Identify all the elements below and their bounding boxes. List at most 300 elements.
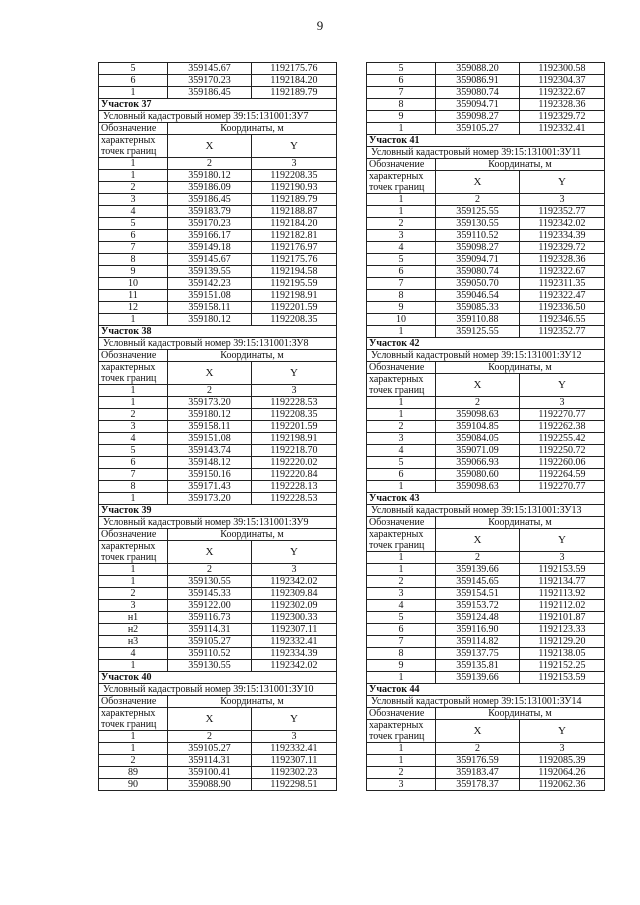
y-coordinate-cell: 1192309.84	[252, 588, 337, 600]
left-coordinates-table	[98, 62, 337, 791]
point-id-cell: 1	[99, 493, 168, 505]
table-row	[367, 469, 605, 481]
point-id-cell: 6	[367, 75, 436, 87]
table-row	[99, 409, 337, 421]
table-row	[99, 743, 337, 755]
x-coordinate-cell: 359130.55	[436, 218, 520, 230]
y-coordinate-cell: 1192201.59	[252, 302, 337, 314]
column-number-row	[99, 564, 337, 576]
cadastral-number-row	[367, 147, 605, 159]
table-row	[367, 75, 605, 87]
x-coordinate-cell: 359098.27	[436, 242, 520, 254]
table-row	[367, 636, 605, 648]
column-number: 3	[520, 743, 605, 755]
table-row	[367, 755, 605, 767]
column-number: 3	[252, 564, 337, 576]
point-id-cell: 1	[99, 660, 168, 672]
table-row	[367, 242, 605, 254]
x-coordinate-cell: 359158.11	[168, 302, 252, 314]
x-coordinate-cell: 359130.55	[168, 576, 252, 588]
y-coordinate-cell: 1192346.55	[520, 314, 605, 326]
y-header: Y	[520, 529, 605, 552]
y-coordinate-cell: 1192322.67	[520, 266, 605, 278]
y-coordinate-cell: 1192342.02	[252, 576, 337, 588]
header-row	[367, 159, 605, 171]
x-coordinate-cell: 359186.45	[168, 194, 252, 206]
y-coordinate-cell: 1192138.05	[520, 648, 605, 660]
point-id-cell: 7	[367, 87, 436, 99]
point-id-cell: 1	[367, 564, 436, 576]
section-title-row	[99, 505, 337, 517]
char-points-header: характерных точек границ	[99, 708, 168, 731]
section-title: Участок 44	[367, 684, 605, 696]
point-id-cell: 89	[99, 767, 168, 779]
point-id-cell: 7	[367, 278, 436, 290]
y-coordinate-cell: 1192175.76	[252, 63, 337, 75]
x-coordinate-cell: 359080.74	[436, 87, 520, 99]
column-number: 3	[252, 731, 337, 743]
table-row	[99, 600, 337, 612]
y-coordinate-cell: 1192228.53	[252, 397, 337, 409]
header-row	[367, 374, 605, 397]
table-row	[367, 588, 605, 600]
y-coordinate-cell: 1192302.09	[252, 600, 337, 612]
y-coordinate-cell: 1192322.67	[520, 87, 605, 99]
x-coordinate-cell: 359114.82	[436, 636, 520, 648]
x-coordinate-cell: 359105.27	[436, 123, 520, 135]
point-id-cell: 9	[367, 302, 436, 314]
char-points-header: характерных точек границ	[367, 529, 436, 552]
table-row	[99, 278, 337, 290]
x-coordinate-cell: 359170.23	[168, 75, 252, 87]
table-row	[367, 779, 605, 791]
point-id-cell: 7	[99, 469, 168, 481]
table-row	[99, 493, 337, 505]
section-title: Участок 37	[99, 99, 337, 111]
point-id-cell: 2	[367, 767, 436, 779]
table-row	[99, 481, 337, 493]
y-coordinate-cell: 1192101.87	[520, 612, 605, 624]
x-coordinate-cell: 359150.16	[168, 469, 252, 481]
x-coordinate-cell: 359148.12	[168, 457, 252, 469]
y-coordinate-cell: 1192328.36	[520, 254, 605, 266]
table-row	[99, 588, 337, 600]
header-row	[367, 171, 605, 194]
table-row	[367, 87, 605, 99]
char-points-header: характерных точек границ	[99, 362, 168, 385]
table-row	[367, 648, 605, 660]
y-coordinate-cell: 1192328.36	[520, 99, 605, 111]
x-coordinate-cell: 359130.55	[168, 660, 252, 672]
table-row	[99, 290, 337, 302]
y-coordinate-cell: 1192176.97	[252, 242, 337, 254]
table-row	[99, 182, 337, 194]
point-id-cell: 5	[99, 218, 168, 230]
header-row	[99, 135, 337, 158]
header-row	[99, 529, 337, 541]
x-coordinate-cell: 359180.12	[168, 170, 252, 182]
y-coordinate-cell: 1192228.53	[252, 493, 337, 505]
x-coordinate-cell: 359151.08	[168, 433, 252, 445]
table-row	[99, 433, 337, 445]
point-id-cell: 6	[99, 457, 168, 469]
x-coordinate-cell: 359145.33	[168, 588, 252, 600]
y-coordinate-cell: 1192220.84	[252, 469, 337, 481]
x-coordinate-cell: 359176.59	[436, 755, 520, 767]
x-coordinate-cell: 359046.54	[436, 290, 520, 302]
point-id-cell: н1	[99, 612, 168, 624]
y-coordinate-cell: 1192264.59	[520, 469, 605, 481]
point-id-cell: 4	[367, 445, 436, 457]
table-row	[99, 302, 337, 314]
table-row	[367, 63, 605, 75]
x-coordinate-cell: 359139.55	[168, 266, 252, 278]
y-coordinate-cell: 1192112.02	[520, 600, 605, 612]
coordinates-header: Координаты, м	[436, 362, 605, 374]
column-number: 1	[99, 385, 168, 397]
section-title: Участок 41	[367, 135, 605, 147]
cadastral-number: Условный кадастровый номер 39:15:131001:ЗУ9	[99, 517, 337, 529]
point-id-cell: 5	[367, 612, 436, 624]
y-coordinate-cell: 1192270.77	[520, 481, 605, 493]
table-row	[367, 206, 605, 218]
x-coordinate-cell: 359183.79	[168, 206, 252, 218]
y-coordinate-cell: 1192064.26	[520, 767, 605, 779]
y-coordinate-cell: 1192334.39	[252, 648, 337, 660]
point-id-cell: 9	[367, 660, 436, 672]
x-coordinate-cell: 359116.90	[436, 624, 520, 636]
point-id-cell: 2	[367, 218, 436, 230]
x-coordinate-cell: 359110.52	[168, 648, 252, 660]
column-number: 1	[99, 731, 168, 743]
x-coordinate-cell: 359105.27	[168, 743, 252, 755]
x-coordinate-cell: 359153.72	[436, 600, 520, 612]
table-row	[99, 218, 337, 230]
column-number: 2	[436, 194, 520, 206]
cadastral-number-row	[99, 517, 337, 529]
point-id-cell: 1	[99, 314, 168, 326]
y-coordinate-cell: 1192332.41	[252, 636, 337, 648]
header-row	[367, 708, 605, 720]
left-column	[98, 62, 335, 791]
x-coordinate-cell: 359084.05	[436, 433, 520, 445]
y-coordinate-cell: 1192262.38	[520, 421, 605, 433]
x-header: X	[168, 708, 252, 731]
table-row	[367, 612, 605, 624]
page-number: 9	[316, 18, 324, 33]
x-coordinate-cell: 359088.20	[436, 63, 520, 75]
table-row	[99, 660, 337, 672]
column-number: 3	[252, 158, 337, 170]
y-coordinate-cell: 1192062.36	[520, 779, 605, 791]
point-id-cell: 8	[367, 290, 436, 302]
y-coordinate-cell: 1192332.41	[252, 743, 337, 755]
table-row	[367, 266, 605, 278]
point-id-cell: 2	[99, 755, 168, 767]
x-header: X	[168, 135, 252, 158]
point-id-cell: 1	[367, 326, 436, 338]
table-row	[99, 63, 337, 75]
column-number: 2	[436, 397, 520, 409]
point-id-cell: 7	[99, 242, 168, 254]
table-row	[99, 457, 337, 469]
right-column	[366, 62, 603, 791]
point-id-cell: 1	[99, 576, 168, 588]
table-row	[367, 254, 605, 266]
point-id-cell: 3	[367, 433, 436, 445]
y-coordinate-cell: 1192184.20	[252, 218, 337, 230]
point-id-cell: 9	[99, 266, 168, 278]
y-coordinate-cell: 1192329.72	[520, 111, 605, 123]
point-id-cell: 6	[367, 266, 436, 278]
x-coordinate-cell: 359066.93	[436, 457, 520, 469]
point-id-cell: 2	[367, 421, 436, 433]
y-coordinate-cell: 1192188.87	[252, 206, 337, 218]
point-id-cell: 1	[367, 481, 436, 493]
section-title: Участок 39	[99, 505, 337, 517]
x-coordinate-cell: 359186.45	[168, 87, 252, 99]
table-row	[99, 767, 337, 779]
table-row	[367, 314, 605, 326]
y-coordinate-cell: 1192250.72	[520, 445, 605, 457]
point-id-cell: 3	[367, 779, 436, 791]
char-points-header: характерных точек границ	[367, 171, 436, 194]
column-number: 2	[168, 158, 252, 170]
x-coordinate-cell: 359122.00	[168, 600, 252, 612]
y-coordinate-cell: 1192198.91	[252, 433, 337, 445]
y-coordinate-cell: 1192152.25	[520, 660, 605, 672]
section-title: Участок 38	[99, 326, 337, 338]
point-id-cell: 4	[99, 206, 168, 218]
x-coordinate-cell: 359135.81	[436, 660, 520, 672]
section-title: Участок 43	[367, 493, 605, 505]
y-coordinate-cell: 1192182.81	[252, 230, 337, 242]
y-coordinate-cell: 1192342.02	[520, 218, 605, 230]
section-title-row	[367, 338, 605, 350]
column-number-row	[99, 731, 337, 743]
cadastral-number: Условный кадастровый номер 39:15:131001:ЗУ10	[99, 684, 337, 696]
x-coordinate-cell: 359145.67	[168, 254, 252, 266]
x-header: X	[168, 541, 252, 564]
char-points-header: характерных точек границ	[99, 541, 168, 564]
table-row	[367, 421, 605, 433]
x-coordinate-cell: 359110.52	[436, 230, 520, 242]
y-coordinate-cell: 1192329.72	[520, 242, 605, 254]
column-number: 2	[168, 731, 252, 743]
section-title-row	[99, 672, 337, 684]
table-row	[367, 600, 605, 612]
point-id-cell: 12	[99, 302, 168, 314]
section-title-row	[99, 99, 337, 111]
x-coordinate-cell: 359183.47	[436, 767, 520, 779]
table-row	[99, 75, 337, 87]
table-row	[99, 421, 337, 433]
point-id-cell: 3	[99, 600, 168, 612]
section-title-row	[367, 493, 605, 505]
designation-header: Обозначение	[367, 362, 436, 374]
point-id-cell: 2	[367, 576, 436, 588]
table-row	[99, 636, 337, 648]
x-coordinate-cell: 359145.65	[436, 576, 520, 588]
cadastral-number-row	[99, 111, 337, 123]
x-coordinate-cell: 359173.20	[168, 493, 252, 505]
table-row	[99, 254, 337, 266]
y-header: Y	[252, 362, 337, 385]
point-id-cell: 1	[99, 87, 168, 99]
y-coordinate-cell: 1192300.33	[252, 612, 337, 624]
y-coordinate-cell: 1192332.41	[520, 123, 605, 135]
y-coordinate-cell: 1192342.02	[252, 660, 337, 672]
y-coordinate-cell: 1192134.77	[520, 576, 605, 588]
column-number-row	[367, 194, 605, 206]
x-coordinate-cell: 359154.51	[436, 588, 520, 600]
table-row	[99, 624, 337, 636]
y-coordinate-cell: 1192270.77	[520, 409, 605, 421]
table-row	[99, 469, 337, 481]
table-row	[367, 672, 605, 684]
char-points-header: характерных точек границ	[99, 135, 168, 158]
column-number: 3	[520, 552, 605, 564]
designation-header: Обозначение	[99, 529, 168, 541]
column-number: 1	[99, 564, 168, 576]
section-title-row	[367, 684, 605, 696]
x-coordinate-cell: 359139.66	[436, 672, 520, 684]
x-coordinate-cell: 359088.90	[168, 779, 252, 791]
point-id-cell: 11	[99, 290, 168, 302]
y-header: Y	[252, 541, 337, 564]
header-row	[99, 362, 337, 385]
column-number: 2	[168, 385, 252, 397]
point-id-cell: н3	[99, 636, 168, 648]
table-row	[367, 481, 605, 493]
column-number: 1	[367, 194, 436, 206]
table-row	[367, 433, 605, 445]
header-row	[367, 517, 605, 529]
char-points-header: характерных точек границ	[367, 720, 436, 743]
x-coordinate-cell: 359105.27	[168, 636, 252, 648]
header-row	[99, 350, 337, 362]
coordinates-header: Координаты, м	[168, 529, 337, 541]
table-row	[99, 87, 337, 99]
point-id-cell: 3	[367, 230, 436, 242]
designation-header: Обозначение	[99, 350, 168, 362]
y-coordinate-cell: 1192322.47	[520, 290, 605, 302]
x-coordinate-cell: 359143.74	[168, 445, 252, 457]
point-id-cell: 1	[367, 206, 436, 218]
column-number: 3	[520, 194, 605, 206]
x-coordinate-cell: 359125.55	[436, 206, 520, 218]
point-id-cell: 6	[99, 230, 168, 242]
x-coordinate-cell: 359098.63	[436, 481, 520, 493]
x-coordinate-cell: 359178.37	[436, 779, 520, 791]
column-number: 3	[520, 397, 605, 409]
point-id-cell: 10	[367, 314, 436, 326]
header-row	[367, 529, 605, 552]
point-id-cell: 3	[99, 194, 168, 206]
x-coordinate-cell: 359186.09	[168, 182, 252, 194]
x-header: X	[436, 529, 520, 552]
point-id-cell: 2	[99, 588, 168, 600]
point-id-cell: 8	[99, 254, 168, 266]
x-coordinate-cell: 359110.88	[436, 314, 520, 326]
table-row	[367, 624, 605, 636]
table-row	[367, 99, 605, 111]
table-row	[367, 278, 605, 290]
point-id-cell: 1	[367, 409, 436, 421]
point-id-cell: 7	[367, 636, 436, 648]
point-id-cell: 5	[367, 63, 436, 75]
right-coordinates-table	[366, 62, 605, 791]
y-coordinate-cell: 1192255.42	[520, 433, 605, 445]
column-number: 1	[367, 397, 436, 409]
y-coordinate-cell: 1192352.77	[520, 326, 605, 338]
x-coordinate-cell: 359173.20	[168, 397, 252, 409]
point-id-cell: 5	[99, 445, 168, 457]
y-coordinate-cell: 1192352.77	[520, 206, 605, 218]
x-coordinate-cell: 359071.09	[436, 445, 520, 457]
header-row	[367, 362, 605, 374]
table-row	[367, 302, 605, 314]
column-number: 1	[99, 158, 168, 170]
column-number: 3	[252, 385, 337, 397]
cadastral-number: Условный кадастровый номер 39:15:131001:ЗУ7	[99, 111, 337, 123]
coordinates-header: Координаты, м	[436, 708, 605, 720]
section-title: Участок 40	[99, 672, 337, 684]
table-row	[99, 242, 337, 254]
x-coordinate-cell: 359180.12	[168, 409, 252, 421]
y-header: Y	[252, 708, 337, 731]
table-row	[99, 779, 337, 791]
x-coordinate-cell: 359170.23	[168, 218, 252, 230]
designation-header: Обозначение	[367, 708, 436, 720]
cadastral-number: Условный кадастровый номер 39:15:131001:ЗУ8	[99, 338, 337, 350]
header-row	[99, 708, 337, 731]
table-row	[99, 194, 337, 206]
header-row	[367, 720, 605, 743]
y-coordinate-cell: 1192208.35	[252, 409, 337, 421]
designation-header: Обозначение	[367, 159, 436, 171]
x-coordinate-cell: 359098.63	[436, 409, 520, 421]
y-coordinate-cell: 1192153.59	[520, 672, 605, 684]
y-coordinate-cell: 1192123.33	[520, 624, 605, 636]
point-id-cell: 5	[99, 63, 168, 75]
y-header: Y	[520, 720, 605, 743]
column-number: 2	[436, 552, 520, 564]
table-row	[367, 767, 605, 779]
y-coordinate-cell: 1192194.58	[252, 266, 337, 278]
cadastral-number-row	[367, 350, 605, 362]
y-coordinate-cell: 1192228.13	[252, 481, 337, 493]
x-coordinate-cell: 359100.41	[168, 767, 252, 779]
point-id-cell: 90	[99, 779, 168, 791]
column-number: 1	[367, 743, 436, 755]
y-header: Y	[520, 171, 605, 194]
point-id-cell: 5	[367, 457, 436, 469]
y-coordinate-cell: 1192218.70	[252, 445, 337, 457]
cadastral-number: Условный кадастровый номер 39:15:131001:ЗУ11	[367, 147, 605, 159]
point-id-cell: 4	[367, 600, 436, 612]
cadastral-number: Условный кадастровый номер 39:15:131001:ЗУ12	[367, 350, 605, 362]
y-coordinate-cell: 1192298.51	[252, 779, 337, 791]
section-title-row	[99, 326, 337, 338]
point-id-cell: 4	[367, 242, 436, 254]
column-number: 2	[436, 743, 520, 755]
column-number: 1	[367, 552, 436, 564]
table-row	[367, 445, 605, 457]
x-coordinate-cell: 359080.74	[436, 266, 520, 278]
coordinates-header: Координаты, м	[436, 517, 605, 529]
x-coordinate-cell: 359050.70	[436, 278, 520, 290]
